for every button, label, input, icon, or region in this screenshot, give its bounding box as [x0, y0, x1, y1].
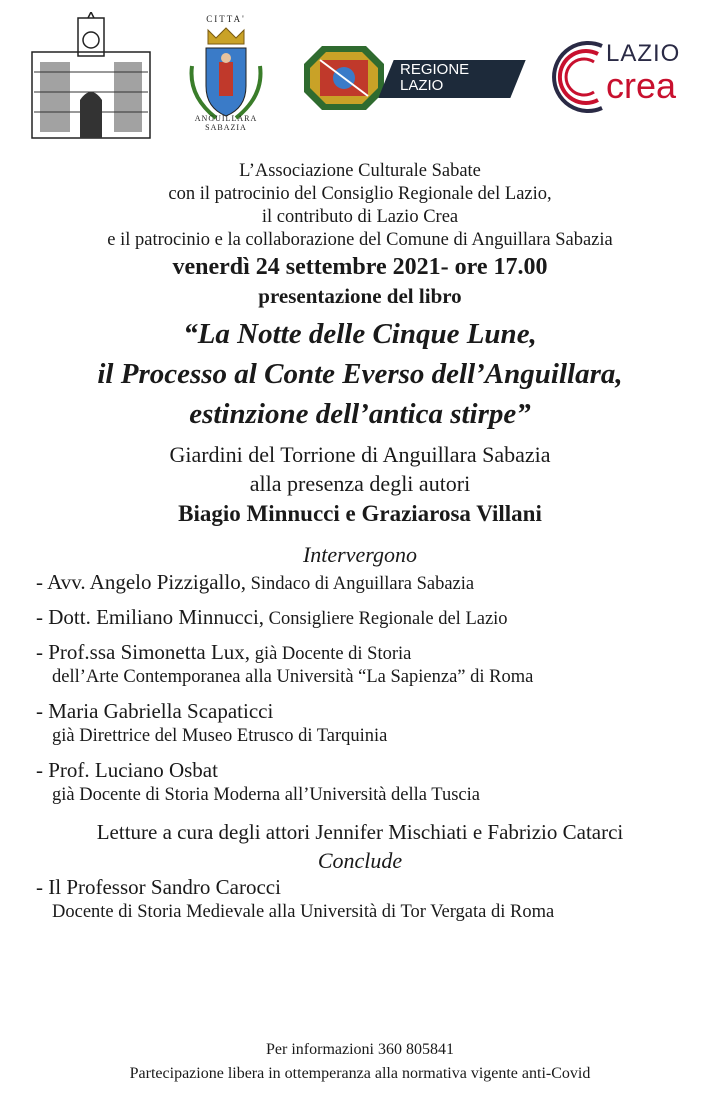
- speaker-item: [36, 640, 720, 689]
- speaker-name: - Prof.ssa Simonetta Lux,: [36, 640, 251, 664]
- speaker-description: dell’Arte Contemporanea alla Università “La Sapienza” di Roma: [52, 667, 534, 687]
- presence-line: alla presenza degli autori: [249, 471, 471, 496]
- speaker-item: [36, 570, 720, 595]
- organizers-block: [0, 160, 720, 252]
- regione-text: [400, 62, 469, 94]
- book-title-line: “La Notte delle Cinque Lune,: [183, 318, 537, 350]
- logo-header: [0, 0, 720, 160]
- speakers-list: [0, 570, 720, 807]
- flyer-body: [0, 160, 720, 934]
- speaker-name: - Dott. Emiliano Minnucci,: [36, 605, 265, 629]
- speaker-item: [36, 605, 720, 630]
- book-title-line: il Processo al Conte Everso dell’Anguillara,: [97, 358, 623, 390]
- lazio-crea-logo: [540, 34, 700, 120]
- book-title-line: estinzione dell’antica stirpe”: [189, 398, 531, 430]
- speaker-role: già Docente di Storia: [250, 644, 412, 664]
- footer: [0, 1038, 720, 1086]
- speaker-name: - Prof. Luciano Osbat: [36, 758, 218, 782]
- event-place: [0, 440, 720, 498]
- citta-arc-label: ANGUILLARA SABAZIA: [194, 114, 258, 132]
- regione-line-2: LAZIO: [400, 77, 444, 94]
- organizer-line: con il patrocinio del Consiglio Regionale del Lazio,: [168, 184, 552, 204]
- speaker-item: [36, 875, 720, 924]
- speaker-item: [36, 699, 720, 748]
- book-title: [0, 314, 720, 434]
- participation-note: Partecipazione libera in ottemperanza alla normativa vigente anti-Covid: [129, 1065, 591, 1082]
- speaker-description: già Docente di Storia Moderna all’Università della Tuscia: [52, 785, 480, 805]
- presentation-label: presentazione del libro: [258, 284, 462, 308]
- speaker-name: - Il Professor Sandro Carocci: [36, 875, 281, 899]
- speaker-name: - Maria Gabriella Scapaticci: [36, 699, 274, 723]
- speaker-item: [36, 758, 720, 807]
- speakers-heading: Intervergono: [302, 542, 418, 567]
- lazio-crea-line-1: LAZIO: [606, 40, 681, 67]
- conclude-heading: Conclude: [317, 848, 403, 873]
- readings-line: Letture a cura degli attori Jennifer Mischiati e Fabrizio Catarci: [96, 820, 624, 844]
- regione-lazio-logo: [302, 44, 520, 112]
- event-date: venerdì 24 settembre 2021- ore 17.00: [172, 254, 548, 280]
- organizer-line: L’Associazione Culturale Sabate: [239, 161, 481, 181]
- speaker-description: già Direttrice del Museo Etrusco di Tarquinia: [52, 726, 388, 746]
- speaker-role: Consigliere Regionale del Lazio: [264, 609, 508, 629]
- speaker-role: Sindaco di Anguillara Sabazia: [245, 574, 475, 594]
- book-authors: Biagio Minnucci e Graziarosa Villani: [178, 501, 542, 526]
- venue: Giardini del Torrione di Anguillara Sabazia: [169, 442, 551, 467]
- organizer-line: e il patrocinio e la collaborazione del Comune di Anguillara Sabazia: [107, 230, 613, 250]
- anguillara-coat-of-arms-logo: [178, 14, 274, 144]
- torrione-drawing-logo: [30, 12, 152, 140]
- lazio-crea-line-2: crea: [606, 65, 677, 106]
- lazio-crea-text: [606, 42, 680, 104]
- speaker-description: Docente di Storia Medievale alla Università di Tor Vergata di Roma: [52, 902, 555, 922]
- organizer-line: il contributo di Lazio Crea: [261, 207, 459, 227]
- closing-speaker: [0, 875, 720, 924]
- citta-label: CITTA': [206, 14, 246, 24]
- regione-line-1: REGIONE: [400, 61, 470, 78]
- speaker-name: - Avv. Angelo Pizzigallo,: [36, 570, 246, 594]
- info-phone: Per informazioni 360 805841: [266, 1041, 454, 1058]
